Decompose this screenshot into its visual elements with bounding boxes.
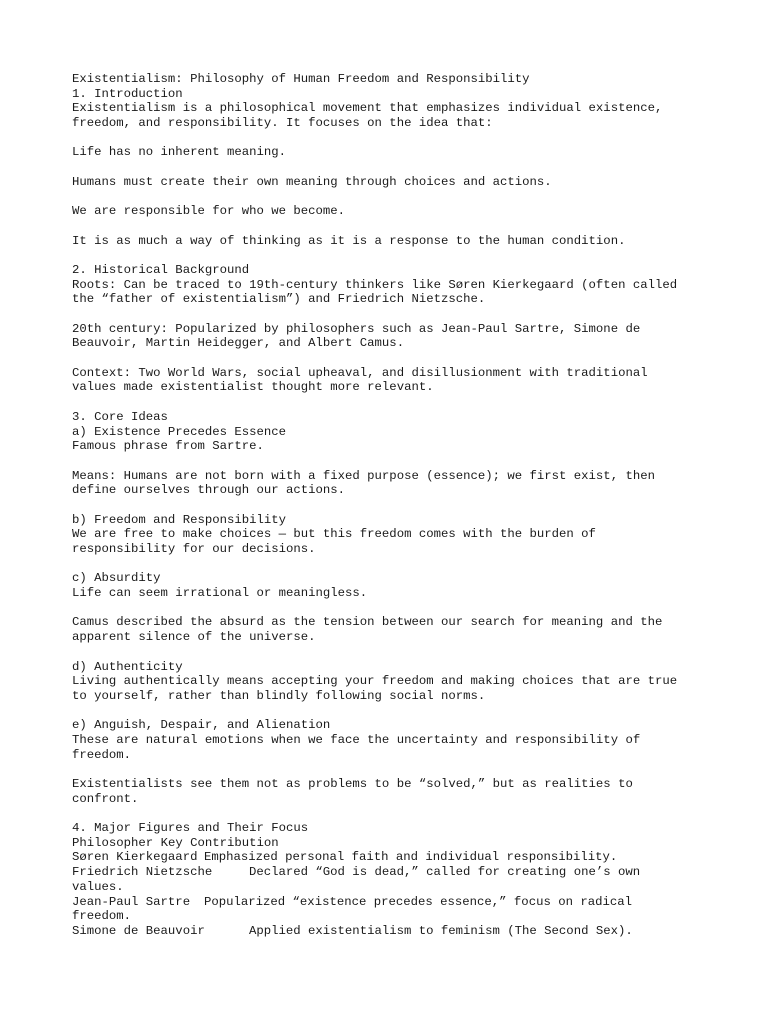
text-line: These are natural emotions when we face the uncertainty and responsibility of (72, 732, 641, 747)
text-line: 1. Introduction (72, 86, 183, 101)
text-line: Life can seem irrational or meaningless. (72, 586, 368, 601)
blank-line (72, 131, 712, 146)
table-row (72, 895, 712, 910)
document-body (72, 72, 712, 939)
text-line: 20th century: Popularized by philosophers such as Jean-Paul Sartre, Simone de (72, 321, 641, 336)
blank-line (72, 762, 712, 777)
blank-line (72, 806, 712, 821)
blank-line (72, 219, 712, 234)
blank-line (72, 160, 712, 175)
text-line: Existentialism is a philosophical movement that emphasizes individual existence, (72, 101, 663, 116)
text-line: b) Freedom and Responsibility (72, 512, 287, 527)
blank-line (72, 645, 712, 660)
blank-line (72, 190, 712, 205)
text-line: Existentialism: Philosophy of Human Freedom and Responsibility (72, 72, 530, 86)
text-line: Context: Two World Wars, social upheaval, and disillusionment with traditional (72, 365, 648, 380)
text-line: e) Anguish, Despair, and Alienation (72, 718, 331, 733)
table-cell-contribution: Declared “God is dead,” called for creating one’s own (249, 865, 641, 880)
blank-line (72, 498, 712, 513)
text-line: We are responsible for who we become. (72, 204, 346, 219)
text-line: values made existentialist thought more relevant. (72, 380, 434, 395)
text-line: Means: Humans are not born with a fixed purpose (essence); we first exist, then (72, 468, 655, 483)
blank-line (72, 557, 712, 572)
text-line: Famous phrase from Sartre. (72, 439, 264, 454)
blank-line (72, 454, 712, 469)
blank-line (72, 351, 712, 366)
table-cell-philosopher: Friedrich Nietzsche (72, 865, 213, 880)
table-header (72, 836, 712, 851)
text-line: c) Absurdity (72, 571, 161, 586)
text-line: 2. Historical Background (72, 262, 250, 277)
table-cell-contribution: Popularized “existence precedes essence,” focus on radical (204, 894, 633, 909)
table-cell-philosopher: Jean-Paul Sartre (72, 894, 191, 909)
text-line: d) Authenticity (72, 659, 183, 674)
table-header-philosopher: Philosopher (72, 835, 154, 850)
text-line: Humans must create their own meaning through choices and actions. (72, 174, 552, 189)
table-row (72, 865, 712, 880)
table-cell-contribution: freedom. (72, 909, 132, 924)
text-line: responsibility for our decisions. (72, 542, 316, 556)
text-line: Existentialists see them not as problems to be “solved,” but as realities to (72, 777, 633, 791)
table-header-contribution: Key Contribution (160, 835, 279, 850)
figures-table (72, 836, 712, 939)
text-line: Roots: Can be traced to 19th-century thinkers like Søren Kierkegaard (often called (72, 277, 678, 292)
text-line: freedom, and responsibility. It focuses on the idea that: (72, 116, 493, 131)
text-line: Living authentically means accepting your freedom and making choices that are true (72, 674, 678, 689)
table-row-continuation (72, 909, 712, 924)
blank-line (72, 248, 712, 263)
table-row (72, 924, 712, 939)
text-line: the “father of existentialism”) and Friedrich Nietzsche. (72, 292, 486, 307)
table-row-continuation (72, 880, 712, 895)
table-cell-contribution: values. (72, 879, 124, 894)
text-line: define ourselves through our actions. (72, 483, 346, 498)
table-cell-contribution: Applied existentialism to feminism (The Second Sex). (249, 923, 633, 938)
text-line: 4. Major Figures and Their Focus (72, 821, 309, 836)
text-line: apparent silence of the universe. (72, 630, 316, 645)
text-line: to yourself, rather than blindly following social norms. (72, 688, 486, 703)
text-line: 3. Core Ideas (72, 409, 168, 424)
text-line: Camus described the absurd as the tension between our search for meaning and the (72, 615, 663, 630)
table-row (72, 850, 712, 865)
table-cell-philosopher: Simone de Beauvoir (72, 923, 205, 938)
blank-line (72, 395, 712, 410)
text-line: We are free to make choices — but this freedom comes with the burden of (72, 527, 596, 542)
table-cell-contribution: Emphasized personal faith and individual responsibility. (204, 850, 618, 865)
text-line: Beauvoir, Martin Heidegger, and Albert Camus. (72, 336, 405, 351)
text-line: a) Existence Precedes Essence (72, 424, 287, 439)
blank-line (72, 704, 712, 719)
document-text (72, 72, 712, 836)
text-line: freedom. (72, 747, 132, 762)
table-cell-philosopher: Søren Kierkegaard (72, 850, 198, 865)
blank-line (72, 307, 712, 322)
text-line: confront. (72, 791, 139, 806)
text-line: Life has no inherent meaning. (72, 145, 287, 160)
text-line: It is as much a way of thinking as it is a response to the human condition. (72, 233, 626, 248)
blank-line (72, 601, 712, 616)
